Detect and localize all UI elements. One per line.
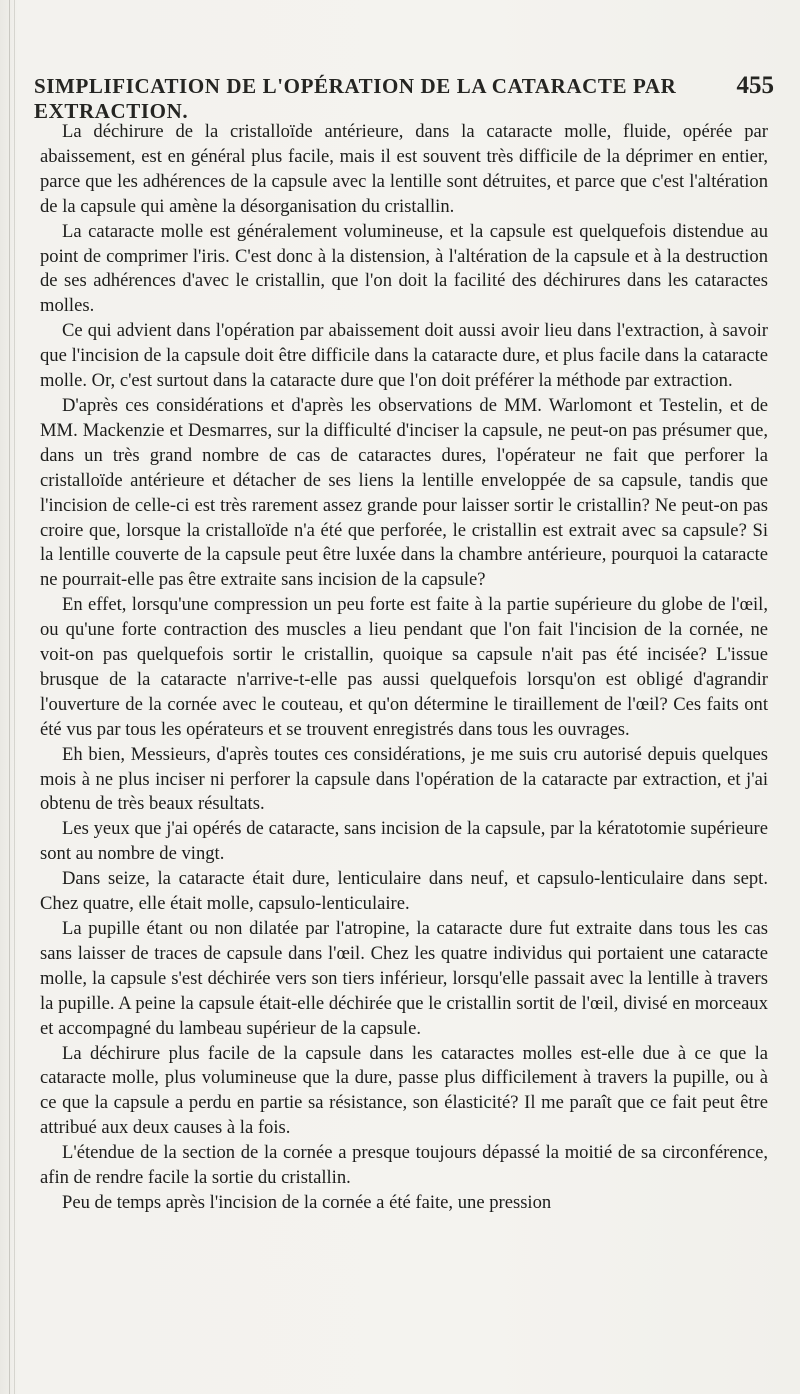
paragraph: En effet, lorsqu'une compression un peu forte est faite à la partie supérieure du globe de l'œil, ou qu'une forte contraction des muscles a lieu pendant que l'on fait l'incision de la cornée, ne voit-on pas quelquefois sortir le cristallin, quoique sa capsule n'ait pas été incisée? L'issue brusque de la cataracte n'arrive-t-elle pas aussi quelquefois lorsqu'on est obligé d'agrandir l'ouverture de la cornée avec le couteau, et qu'on détermine le tiraillement de l'œil? Ces faits ont été vus par tous les opérateurs et se trouvent enregistrés dans tous les ouvrages. (40, 594, 768, 740)
running-title: SIMPLIFICATION DE L'OPÉRATION DE LA CATARACTE PAR EXTRACTION. (34, 74, 677, 123)
paragraph: La déchirure de la cristalloïde antérieure, dans la cataracte molle, fluide, opérée par abaissement, est en général plus facile, mais il est souvent très difficile de la déprimer en entier, parce que les adhérences de la capsule avec la lentille sont détruites, et parce que c'est l'altération de la capsule qui amène la désorganisation du cristallin. (40, 121, 768, 217)
paragraph: Peu de temps après l'incision de la cornée a été faite, une pression (62, 1191, 552, 1213)
paragraph: Ce qui advient dans l'opération par abaissement doit aussi avoir lieu dans l'extraction, à savoir que l'incision de la capsule doit être difficile dans la cataracte dure, et plus facile dans la cataracte molle. Or, c'est surtout dans la cataracte dure que l'on doit préférer la méthode par extraction. (40, 320, 768, 392)
paragraph: Dans seize, la cataracte était dure, lenticulaire dans neuf, et capsulo-lenticulaire dans sept. Chez quatre, elle était molle, capsulo-lenticulaire. (40, 868, 768, 915)
binding-gutter-line (9, 0, 10, 1394)
page-number: 455 (736, 72, 774, 99)
binding-gutter-line-inner (14, 0, 15, 1394)
running-header (34, 72, 774, 124)
body-text (40, 120, 768, 1216)
paragraph: L'étendue de la section de la cornée a presque toujours dépassé la moitié de sa circonférence, afin de rendre facile la sortie du cristallin. (40, 1142, 768, 1189)
paragraph: D'après ces considérations et d'après les observations de MM. Warlomont et Testelin, et de MM. Mackenzie et Desmarres, sur la difficulté d'inciser la capsule, ne peut-on pas présumer que, dans un très grand nombre de cas de cataractes dures, l'opérateur ne fait que perforer la cristalloïde antérieure et détacher de ses liens la lentille enveloppée de sa capsule, tandis que l'incision de celle-ci est très rarement assez grande pour laisser sortir le cristallin? Ne peut-on pas croire que, lorsque la cristalloïde n'a été que perforée, le cristallin est extrait avec sa capsule? Si la lentille couverte de la capsule peut être luxée dans la chambre antérieure, pourquoi la cataracte ne pourrait-elle pas être extraite sans incision de la capsule? (40, 394, 768, 591)
paragraph: La déchirure plus facile de la capsule dans les cataractes molles est-elle due à ce que la cataracte molle, plus volumineuse que la dure, passe plus difficilement à travers la pupille, ou à ce que la capsule a perdu en partie sa résistance, son élasticité? Il me paraît que ce fait peut être attribué aux deux causes à la fois. (40, 1042, 768, 1139)
paragraph: La cataracte molle est généralement volumineuse, et la capsule est quelquefois distendue au point de comprimer l'iris. C'est donc à la distension, à l'altération de la capsule et à la destruction de ses adhérences d'avec le cristallin, que l'on doit la facilité des déchirures dans les cataractes molles. (40, 220, 768, 317)
paragraph: Les yeux que j'ai opérés de cataracte, sans incision de la capsule, par la kératotomie supérieure sont au nombre de vingt. (40, 818, 768, 865)
paragraph: Eh bien, Messieurs, d'après toutes ces considérations, je me suis cru autorisé depuis quelques mois à ne plus inciser ni perforer la capsule dans l'opération de la cataracte par extraction, et j'ai obtenu de très beaux résultats. (40, 743, 768, 815)
paragraph: La pupille étant ou non dilatée par l'atropine, la cataracte dure fut extraite dans tous les cas sans laisser de traces de capsule dans l'œil. Chez les quatre individus qui portaient une cataracte molle, la capsule s'est déchirée vers son tiers inférieur, lorsqu'elle passait avec la lentille à travers la pupille. A peine la capsule était-elle déchirée que le cristallin sortit de l'œil, divisé en morceaux et accompagné du lambeau supérieur de la capsule. (40, 918, 768, 1039)
